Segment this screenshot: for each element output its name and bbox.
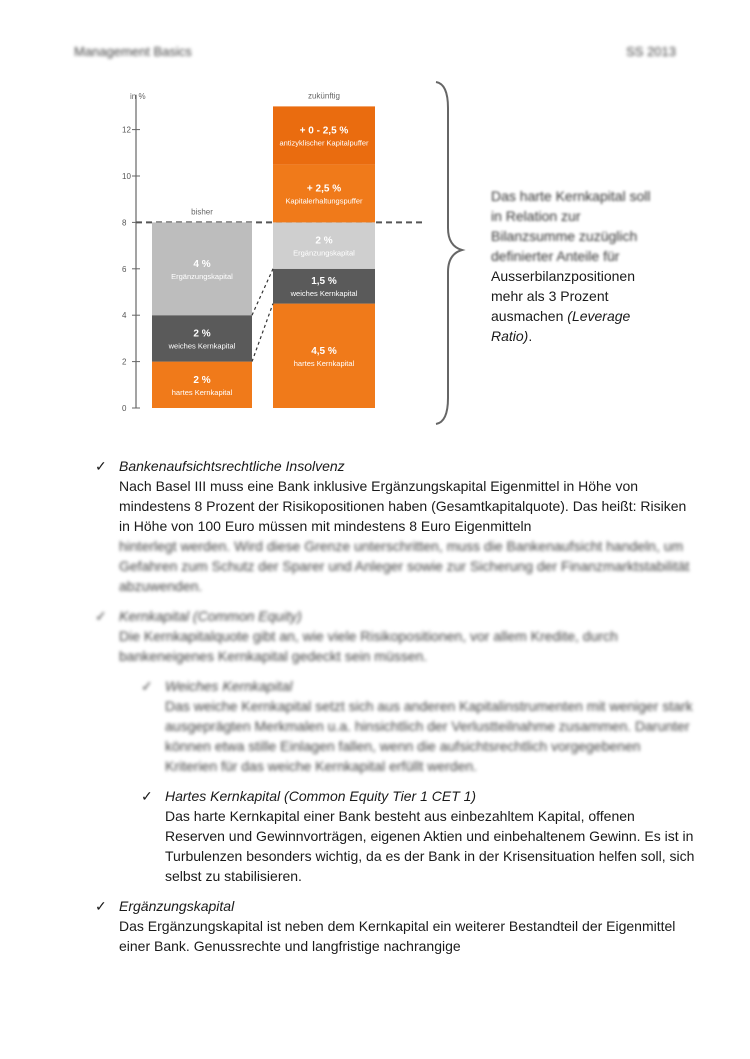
segment-percent-label: 2 % (193, 328, 211, 340)
segment-percent-label: 4,5 % (311, 345, 337, 357)
header-course: Management Basics (74, 44, 192, 59)
section-title: Weiches Kernkapital (165, 678, 293, 694)
connector-line (252, 269, 273, 315)
section-kernkapital (95, 606, 695, 666)
segment-text-label: Kapitalerhaltungspuffer (285, 196, 363, 206)
segment-percent-label: + 2,5 % (306, 183, 342, 195)
checkmark-icon: ✓ (95, 458, 107, 474)
section-text: Das harte Kernkapital einer Bank besteht aus einbezahltem Kapital, offenen Reserven und Gewinnvorträgen, eigenen Aktien und einbehaltenem Gewinn. Es ist in Turbulenzen besonders wichtig, da es der Bank in der Krisensituation helfen soll, sich selbst zu stabilisieren. (165, 808, 695, 884)
section-hartes-kernkapital (141, 786, 695, 886)
section-text: Das weiche Kernkapital setzt sich aus anderen Kapitalinstrumenten mit weniger stark ausgeprägten Merkmalen u.a. hinsichtlich der Verlustteilnahme zusammen. Darunter können etwa stille Einlagen fallen, wenn die aufsichtsrechtlich vorgegebenen Kriterien für das weiche Kernkapital erfüllt werden. (165, 698, 693, 774)
y-tick-label: 6 (122, 264, 127, 274)
y-tick-label: 2 (122, 357, 127, 367)
segment-percent-label: 2 % (315, 235, 333, 247)
section-weiches-kernkapital (141, 676, 695, 776)
segment-text-label: weiches Kernkapital (168, 341, 236, 351)
section-text-blurred: hinterlegt werden. Wird diese Grenze unterschritten, muss die Bankenaufsicht handeln, um Gefahren zum Schutz der Sparer und Anleger sowie zur Sicherung der Finanzmarktstabilität abzuwenden. (119, 538, 690, 594)
y-tick-label: 12 (122, 125, 131, 135)
checkmark-icon: ✓ (141, 678, 153, 694)
connector-line (252, 304, 273, 362)
section-text-clear: Nach Basel III muss eine Bank inklusive Ergänzungskapital Eigenmittel in Höhe von mindestens 8 Prozent der Risikopositionen haben (Gesamtkapitalquote). Das heißt: Risiken in Höhe von 100 Euro müssen mit mindestens 8 Euro Eigenmitteln (119, 478, 687, 534)
capital-requirements-chart (110, 88, 440, 423)
y-tick-label: 4 (122, 311, 127, 321)
section-insolvenz (95, 456, 695, 596)
y-tick-label: 8 (122, 218, 127, 228)
page-header (74, 44, 676, 62)
section-title: Ergänzungskapital (119, 898, 235, 914)
leverage-ratio-note (491, 186, 661, 346)
section-title: Hartes Kernkapital (Common Equity Tier 1 CET 1) (165, 788, 477, 804)
segment-text-label: Ergänzungskapital (171, 271, 233, 281)
segment-text-label: weiches Kernkapital (290, 289, 358, 299)
checkmark-icon: ✓ (141, 788, 153, 804)
y-axis-label: in % (130, 91, 146, 101)
note-clear-text: Ausserbilanzpositionen mehr als 3 Prozent ausmachen (491, 268, 635, 324)
column-label: zukünftig (307, 91, 341, 101)
segment-percent-label: 4 % (193, 258, 211, 270)
segment-text-label: Ergänzungskapital (293, 248, 355, 258)
y-tick-label: 10 (122, 172, 131, 181)
checkmark-icon: ✓ (95, 608, 107, 624)
section-title: Bankenaufsichtsrechtliche Insolvenz (119, 458, 345, 474)
segment-percent-label: 1,5 % (311, 276, 337, 288)
column-label: bisher (191, 207, 213, 217)
y-tick-label: 0 (122, 404, 127, 413)
segment-text-label: antizyklischer Kapitalpuffer (279, 138, 369, 148)
checkmark-icon: ✓ (95, 898, 107, 914)
section-text: Das Ergänzungskapital ist neben dem Kernkapital ein weiterer Bestandteil der Eigenmittel einer Bank. Genussrechte und langfristige nachrangige (119, 918, 676, 954)
document-body (95, 456, 695, 966)
header-term: SS 2013 (626, 44, 676, 59)
section-text: Die Kernkapitalquote gibt an, wie viele Risikopositionen, vor allem Kredite, durch bankeneigenes Kernkapital gedeckt sein müssen. (119, 628, 618, 664)
note-italic-text: (Leverage Ratio) (491, 308, 631, 344)
section-title: Kernkapital (Common Equity) (119, 608, 302, 624)
segment-text-label: hartes Kernkapital (293, 358, 355, 368)
section-ergaenzungskapital (95, 896, 695, 956)
note-blurred-text: Das harte Kernkapital soll in Relation zur Bilanzsumme zuzüglich definierter Anteile für (491, 188, 651, 264)
note-end: . (528, 328, 533, 344)
segment-percent-label: 2 % (193, 374, 211, 386)
segment-text-label: hartes Kernkapital (171, 387, 233, 397)
segment-percent-label: + 0 - 2,5 % (299, 125, 349, 137)
curly-brace (430, 78, 470, 428)
